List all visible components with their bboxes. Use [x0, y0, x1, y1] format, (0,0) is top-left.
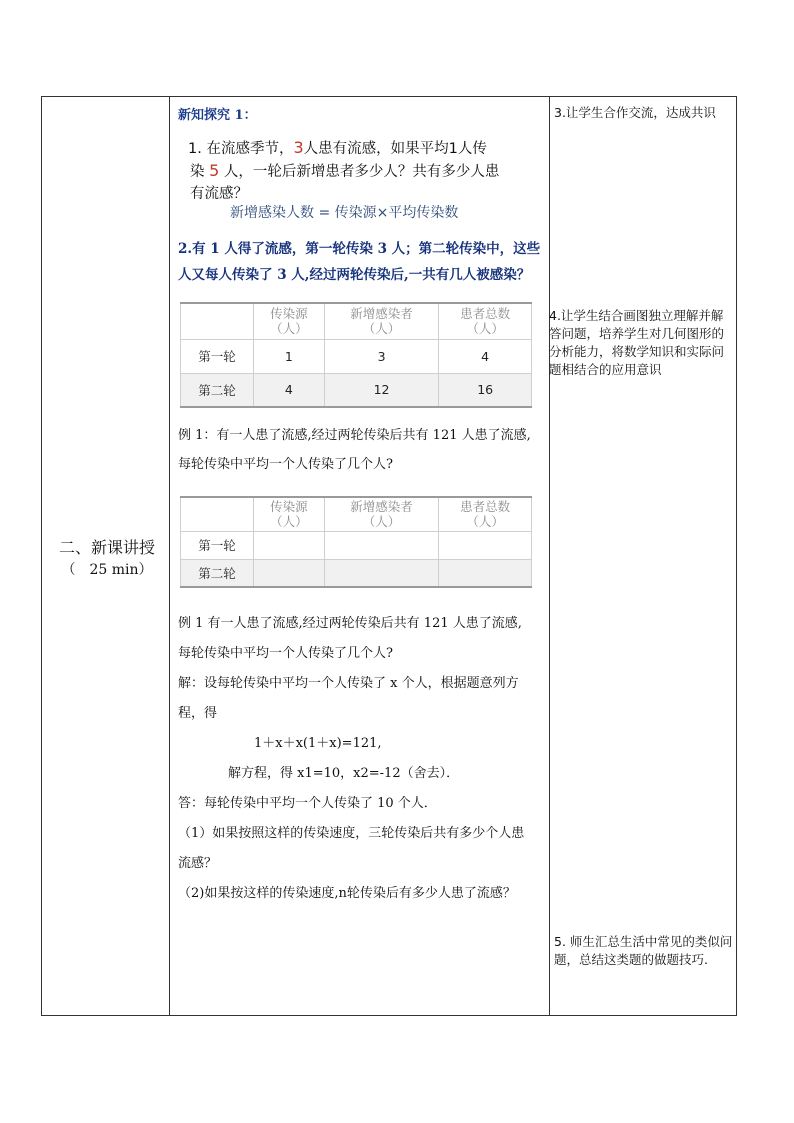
q1-mid: 人患有流感，如果平均1人传: [303, 141, 487, 157]
question-1: [188, 137, 548, 205]
column-divider-1: [169, 97, 170, 1015]
table-row: [181, 531, 532, 559]
table-row: [181, 339, 532, 373]
solution-line4: 程，得: [178, 706, 218, 721]
cell: [324, 559, 439, 587]
cell: [254, 531, 325, 559]
table1-header-total: 患者总数 （人）: [439, 303, 532, 339]
q2-line2: 人又每人传染了 3 人,经过两轮传染后,一共有几人被感染？: [178, 267, 531, 283]
answer-line: 答：每轮传染中平均一个人传染了 10 个人．: [178, 796, 437, 811]
q1-line2-b: 人，一轮后新增患者多少人？共有多少人患: [219, 164, 500, 180]
table-row: [181, 373, 532, 407]
q1-number-3: 3: [293, 138, 304, 157]
cell: 4: [439, 339, 532, 373]
table2-corner: [181, 497, 254, 531]
q1-line2-a: 染: [190, 164, 210, 180]
question-2: [178, 236, 548, 288]
solution-line1: 例 1 有一人患了流感,经过两轮传染后共有 121 人患了流感,: [178, 616, 522, 631]
followup-q1-b: 流感？: [178, 856, 218, 871]
infection-table-empty: [180, 496, 532, 588]
table1-corner: [181, 303, 254, 339]
cell: [254, 559, 325, 587]
followup-q1-a: （1）如果按照这样的传染速度，三轮传染后共有多少个人患: [178, 826, 525, 841]
cell: 4: [254, 373, 325, 407]
table2-header-new: 新增感染者 （人）: [324, 497, 439, 531]
example-a-line2: 每轮传染中平均一个人传染了几个人?: [178, 457, 393, 472]
cell: [439, 559, 532, 587]
solve-line: 解方程，得 x1=10，x2=-12（舍去）．: [228, 766, 460, 781]
example-a: [178, 421, 550, 479]
explore-title: 新知探究 1：: [178, 108, 257, 123]
table1-header-new: 新增感染者 （人）: [324, 303, 439, 339]
section-time: （ 25 min）: [61, 562, 153, 578]
infection-table-filled: [180, 302, 532, 408]
cell: [439, 531, 532, 559]
q1-line3: 有流感？: [190, 186, 248, 202]
formula: 新增感染人数 = 传染源×平均传染数: [230, 205, 459, 221]
solution-line2: 每轮传染中平均一个人传染了几个人?: [178, 646, 393, 661]
cell: 12: [324, 373, 439, 407]
solution: [178, 609, 550, 909]
solution-line3: 解：设每轮传染中平均一个人传染了 x 个人，根据题意列方: [178, 676, 519, 691]
example-a-line1: 例 1：有一人患了流感,经过两轮传染后共有 121 人患了流感,: [178, 428, 531, 443]
table1-header-source: 传染源 （人）: [254, 303, 325, 339]
cell: 1: [254, 339, 325, 373]
cell: 3: [324, 339, 439, 373]
followup-q2: （2)如果按这样的传染速度,n轮传染后有多少人患了流感？: [178, 886, 516, 901]
table2-header-source: 传染源 （人）: [254, 497, 325, 531]
table-row: [181, 559, 532, 587]
cell: 16: [439, 373, 532, 407]
note-3: 3.让学生合作交流，达成共识: [554, 105, 716, 120]
q1-number-5: 5: [209, 161, 220, 180]
row-label: 第一轮: [181, 339, 254, 373]
row-label: 第二轮: [181, 559, 254, 587]
note-5: 5. 师生汇总生活中常见的类似问题，总结这类题的做题技巧.: [554, 934, 733, 967]
note-4: 4.让学生结合画图独立理解并解答问题，培养学生对几何图形的分析能力，将数学知识和实际问题相结合的应用意识: [549, 308, 725, 377]
equation: 1＋x＋x(1＋x)=121,: [254, 736, 382, 751]
row-label: 第二轮: [181, 373, 254, 407]
cell: [324, 531, 439, 559]
row-label: 第一轮: [181, 531, 254, 559]
lesson-table: [41, 96, 737, 1016]
q2-line1: 2.有 1 人得了流感，第一轮传染 3 人；第二轮传染中，这些: [178, 241, 541, 257]
table2-header-total: 患者总数 （人）: [439, 497, 532, 531]
section-label: 二、新课讲授: [58, 538, 155, 557]
q1-prefix: 1. 在流感季节，: [188, 141, 294, 157]
